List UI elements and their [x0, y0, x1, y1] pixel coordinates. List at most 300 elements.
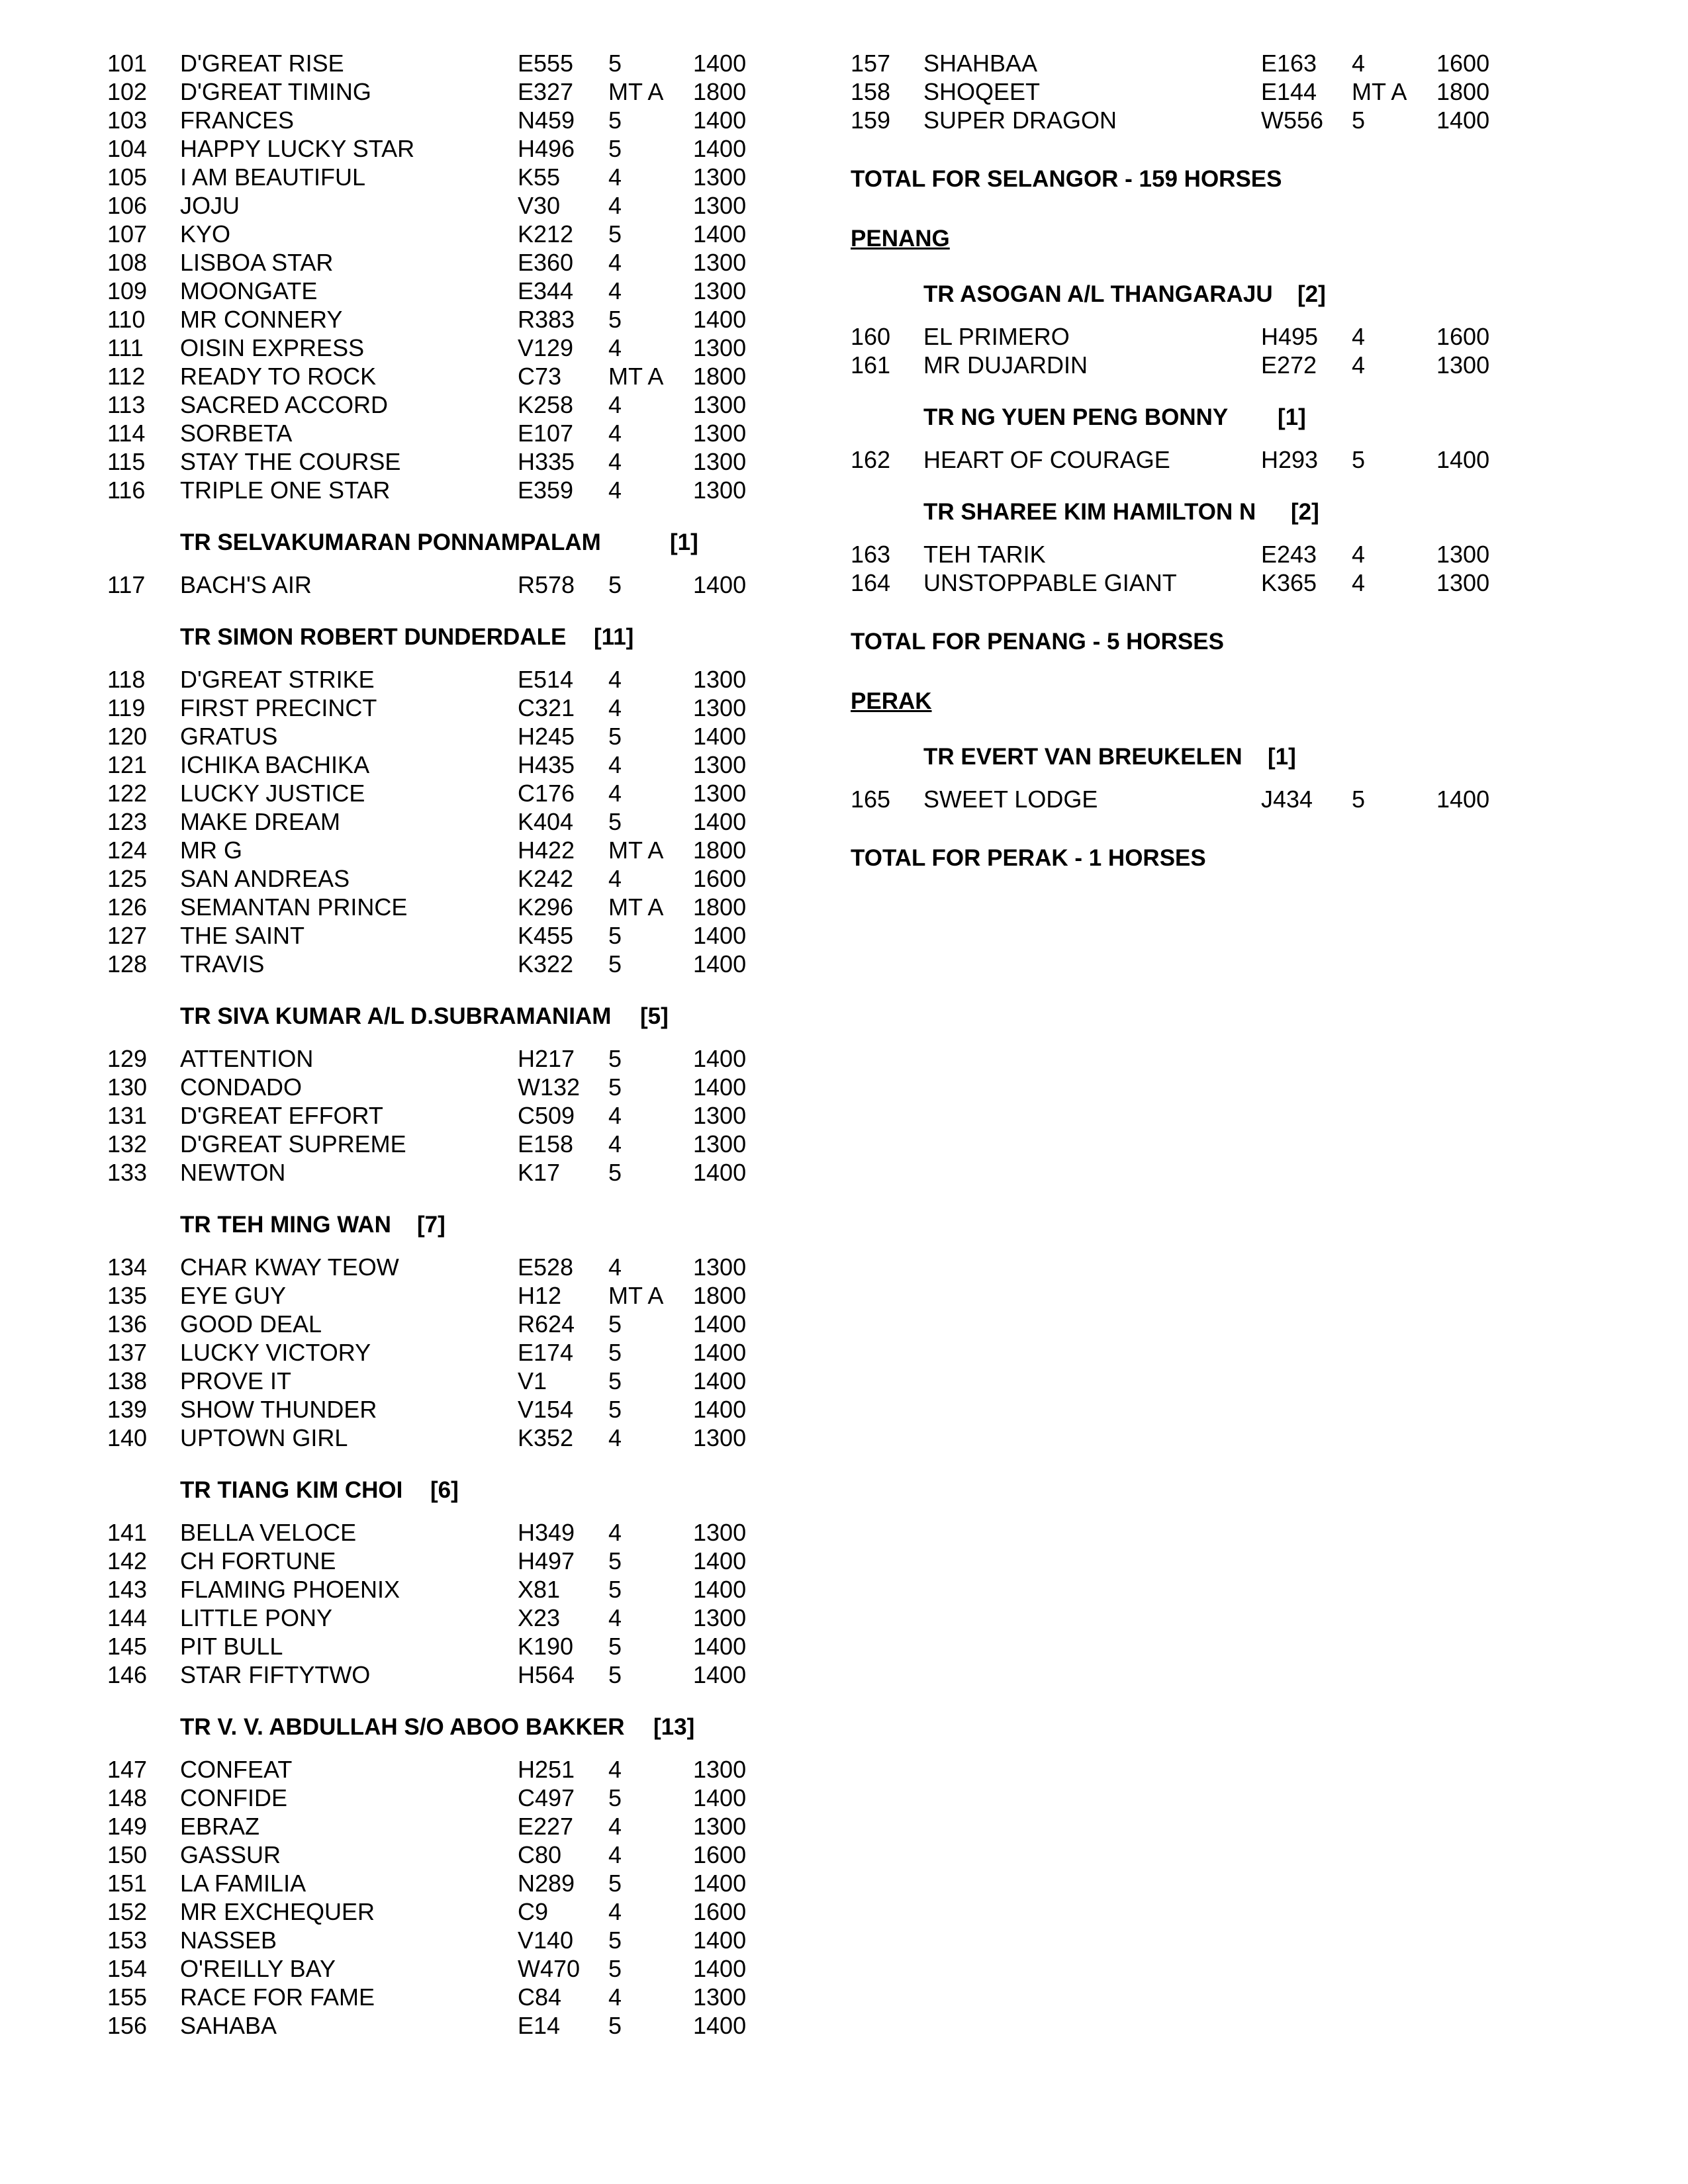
- horse-class: 4: [608, 865, 622, 892]
- horse-name: JOJU: [180, 192, 240, 219]
- horse-number: 154: [107, 1955, 148, 1982]
- horse-name: STAR FIFTYTWO: [180, 1661, 371, 1688]
- horse-distance: 1300: [693, 277, 747, 304]
- horse-code: H422: [518, 837, 575, 864]
- trainer-heading: [107, 1001, 769, 1032]
- horse-number: 163: [851, 541, 891, 568]
- horse-distance: 1400: [693, 2012, 747, 2039]
- horse-name: MAKE DREAM: [180, 808, 341, 835]
- trainer-heading: [851, 402, 1579, 433]
- horse-class: 4: [608, 666, 622, 693]
- trainer-horse-count: [6]: [430, 1477, 459, 1503]
- horse-row: [107, 77, 769, 106]
- horse-row: [107, 447, 769, 476]
- trainer-horse-count: [1]: [670, 529, 698, 555]
- horse-class: 4: [608, 694, 622, 721]
- horse-class: 5: [608, 808, 622, 835]
- horse-row: [107, 476, 769, 504]
- horse-name: TEH TARIK: [923, 541, 1046, 568]
- horse-row: [107, 1310, 769, 1338]
- horse-name: D'GREAT SUPREME: [180, 1130, 406, 1158]
- region-total: TOTAL FOR PERAK - 1 HORSES: [851, 845, 1206, 871]
- horse-name: LA FAMILIA: [180, 1870, 306, 1897]
- horse-code: X81: [518, 1576, 561, 1603]
- trainer-name: TR TEH MING WAN: [180, 1212, 391, 1238]
- horse-name: PIT BULL: [180, 1633, 283, 1660]
- horse-number: 138: [107, 1367, 148, 1394]
- horse-code: H495: [1261, 323, 1319, 350]
- horse-number: 115: [107, 448, 146, 475]
- horse-number: 150: [107, 1841, 148, 1868]
- trainer-heading: [107, 527, 769, 559]
- horse-row: [851, 77, 1579, 106]
- horse-number: 113: [107, 391, 146, 418]
- horse-name: MOONGATE: [180, 277, 318, 304]
- horse-row: [107, 1424, 769, 1452]
- horse-code: H349: [518, 1519, 575, 1546]
- horse-row: [107, 1841, 769, 1869]
- horse-number: 114: [107, 420, 146, 447]
- horse-name: EL PRIMERO: [923, 323, 1070, 350]
- horse-distance: 1300: [693, 391, 747, 418]
- horse-class: 5: [608, 107, 622, 134]
- horse-code: H217: [518, 1045, 575, 1072]
- horse-row: [851, 106, 1579, 134]
- horse-number: 164: [851, 569, 891, 596]
- trainer-name: TR V. V. ABDULLAH S/O ABOO BAKKER: [180, 1714, 625, 1740]
- horse-row: [107, 864, 769, 893]
- horse-code: W556: [1261, 107, 1324, 134]
- horse-class: 5: [608, 1955, 622, 1982]
- horse-code: H335: [518, 448, 575, 475]
- horse-distance: 1400: [693, 1927, 747, 1954]
- horse-code: K17: [518, 1159, 561, 1186]
- horse-name: SAN ANDREAS: [180, 865, 350, 892]
- trainer-horse-count: [2]: [1297, 281, 1326, 307]
- horse-code: H251: [518, 1756, 575, 1783]
- horse-code: E227: [518, 1813, 574, 1840]
- horse-class: 4: [608, 1519, 622, 1546]
- horse-code: R578: [518, 571, 575, 598]
- trainer-name: TR SIVA KUMAR A/L D.SUBRAMANIAM: [180, 1003, 612, 1029]
- region-heading: PENANG: [851, 226, 950, 251]
- horse-class: MT A: [608, 837, 664, 864]
- horse-number: 101: [107, 50, 148, 77]
- horse-row: [107, 1661, 769, 1689]
- horse-number: 124: [107, 837, 148, 864]
- horse-distance: 1300: [693, 1519, 747, 1546]
- horse-name: PROVE IT: [180, 1367, 292, 1394]
- horse-row: [107, 1812, 769, 1841]
- horse-name: CONDADO: [180, 1073, 303, 1101]
- horse-class: 5: [1352, 446, 1366, 473]
- horse-distance: 1300: [693, 1604, 747, 1631]
- horse-distance: 1400: [693, 306, 747, 333]
- horse-name: SACRED ACCORD: [180, 391, 389, 418]
- horse-class: MT A: [608, 893, 664, 921]
- trainer-heading: [851, 496, 1579, 528]
- horse-code: E14: [518, 2012, 561, 2039]
- horse-number: 123: [107, 808, 148, 835]
- horse-row: [107, 419, 769, 447]
- horse-name: OISIN EXPRESS: [180, 334, 365, 361]
- horse-code: V154: [518, 1396, 574, 1423]
- horse-number: 159: [851, 107, 891, 134]
- horse-class: 4: [608, 334, 622, 361]
- horse-row: [107, 1367, 769, 1395]
- horse-number: 148: [107, 1784, 148, 1811]
- horse-number: 120: [107, 723, 148, 750]
- horse-code: R383: [518, 306, 575, 333]
- horse-distance: 1800: [693, 837, 747, 864]
- horse-code: V140: [518, 1927, 574, 1954]
- horse-number: 129: [107, 1045, 148, 1072]
- horse-name: GOOD DEAL: [180, 1310, 322, 1338]
- horse-row: [107, 893, 769, 921]
- horse-name: EBRAZ: [180, 1813, 260, 1840]
- horse-name: SHOQEET: [923, 78, 1041, 105]
- horse-name: GRATUS: [180, 723, 278, 750]
- horse-class: 4: [608, 1898, 622, 1925]
- horse-distance: 1400: [693, 1367, 747, 1394]
- horse-name: STAY THE COURSE: [180, 448, 401, 475]
- horse-row: [107, 1130, 769, 1158]
- horse-class: 4: [608, 420, 622, 447]
- horse-distance: 1300: [693, 477, 747, 504]
- horse-distance: 1300: [693, 1813, 747, 1840]
- horse-class: 4: [1352, 50, 1366, 77]
- horse-number: 146: [107, 1661, 148, 1688]
- horse-distance: 1400: [1436, 107, 1490, 134]
- horse-number: 103: [107, 107, 148, 134]
- horse-number: 155: [107, 1983, 148, 2011]
- horse-number: 127: [107, 922, 148, 949]
- horse-code: C321: [518, 694, 575, 721]
- horse-distance: 1600: [693, 1841, 747, 1868]
- horse-distance: 1300: [693, 1983, 747, 2011]
- horse-name: UNSTOPPABLE GIANT: [923, 569, 1177, 596]
- horse-number: 143: [107, 1576, 148, 1603]
- horse-row: [851, 322, 1579, 351]
- horse-code: C80: [518, 1841, 562, 1868]
- trainer-name: TR ASOGAN A/L THANGARAJU: [923, 281, 1273, 307]
- horse-number: 142: [107, 1547, 148, 1574]
- horse-code: K212: [518, 220, 574, 248]
- horse-row: [851, 445, 1579, 474]
- horse-code: J434: [1261, 786, 1313, 813]
- horse-code: K455: [518, 922, 574, 949]
- horse-name: LUCKY JUSTICE: [180, 780, 365, 807]
- horse-distance: 1600: [693, 1898, 747, 1925]
- horse-code: E174: [518, 1339, 574, 1366]
- horse-class: 5: [608, 135, 622, 162]
- horse-number: 153: [107, 1927, 148, 1954]
- horse-row: [107, 220, 769, 248]
- horse-number: 140: [107, 1424, 148, 1451]
- horse-code: K258: [518, 391, 574, 418]
- horse-distance: 1400: [693, 1073, 747, 1101]
- horse-row: [107, 570, 769, 599]
- horse-distance: 1300: [693, 448, 747, 475]
- horse-name: FIRST PRECINCT: [180, 694, 377, 721]
- horse-distance: 1300: [693, 1102, 747, 1129]
- horse-class: MT A: [608, 363, 664, 390]
- horse-distance: 1400: [693, 1339, 747, 1366]
- horse-code: E344: [518, 277, 574, 304]
- horse-number: 136: [107, 1310, 148, 1338]
- horse-number: 126: [107, 893, 148, 921]
- horse-class: 4: [608, 1604, 622, 1631]
- horse-row: [107, 248, 769, 277]
- horse-number: 131: [107, 1102, 148, 1129]
- trainer-name: TR EVERT VAN BREUKELEN: [923, 744, 1243, 770]
- trainer-heading: [107, 1711, 769, 1743]
- horse-row: [107, 1869, 769, 1897]
- horse-row: [107, 1101, 769, 1130]
- horse-number: 149: [107, 1813, 148, 1840]
- horse-distance: 1400: [693, 1870, 747, 1897]
- horse-row: [107, 1395, 769, 1424]
- horse-class: 4: [608, 751, 622, 778]
- horse-distance: 1400: [693, 50, 747, 77]
- horse-row: [107, 1632, 769, 1661]
- horse-name: MR G: [180, 837, 242, 864]
- trainer-name: TR SIMON ROBERT DUNDERDALE: [180, 624, 567, 650]
- horse-code: C84: [518, 1983, 562, 2011]
- trainer-name: TR SHAREE KIM HAMILTON N: [923, 499, 1256, 525]
- horse-code: E107: [518, 420, 574, 447]
- horse-class: 5: [608, 50, 622, 77]
- horse-class: 4: [608, 1253, 622, 1281]
- horse-code: N459: [518, 107, 575, 134]
- horse-code: K296: [518, 893, 574, 921]
- horse-number: 116: [107, 477, 146, 504]
- horse-class: 4: [608, 448, 622, 475]
- horse-number: 108: [107, 249, 148, 276]
- horse-row: [107, 950, 769, 978]
- horse-number: 139: [107, 1396, 148, 1423]
- horse-class: 5: [608, 306, 622, 333]
- horse-class: MT A: [1352, 78, 1407, 105]
- horse-number: 135: [107, 1282, 148, 1309]
- region-heading: PERAK: [851, 688, 932, 714]
- horse-number: 137: [107, 1339, 148, 1366]
- horse-number: 157: [851, 50, 891, 77]
- horse-name: TRAVIS: [180, 950, 265, 978]
- horse-class: 4: [608, 163, 622, 191]
- left-column: [107, 49, 769, 2040]
- horse-code: K190: [518, 1633, 574, 1660]
- horse-row: [107, 694, 769, 722]
- horse-name: HEART OF COURAGE: [923, 446, 1170, 473]
- horse-name: BACH'S AIR: [180, 571, 312, 598]
- horse-class: 5: [608, 922, 622, 949]
- horse-name: SHOW THUNDER: [180, 1396, 377, 1423]
- horse-class: 5: [608, 1576, 622, 1603]
- trainer-name: TR NG YUEN PENG BONNY: [923, 404, 1229, 430]
- horse-class: 4: [608, 780, 622, 807]
- horse-number: 156: [107, 2012, 148, 2039]
- horse-class: 4: [608, 477, 622, 504]
- trainer-heading: [107, 1475, 769, 1506]
- trainer-name: TR SELVAKUMARAN PONNAMPALAM: [180, 529, 601, 555]
- horse-code: R624: [518, 1310, 575, 1338]
- horse-number: 161: [851, 351, 891, 379]
- horse-name: FLAMING PHOENIX: [180, 1576, 400, 1603]
- horse-row: [107, 1575, 769, 1604]
- horse-row: [107, 277, 769, 305]
- horse-distance: 1300: [693, 192, 747, 219]
- horse-distance: 1300: [693, 694, 747, 721]
- horse-class: 5: [608, 723, 622, 750]
- horse-row: [107, 1281, 769, 1310]
- horse-name: EYE GUY: [180, 1282, 287, 1309]
- horse-row: [107, 1926, 769, 1954]
- horse-code: K55: [518, 163, 561, 191]
- horse-code: H496: [518, 135, 575, 162]
- trainer-horse-count: [1]: [1268, 744, 1296, 770]
- horse-distance: 1300: [693, 420, 747, 447]
- horse-class: 5: [608, 1633, 622, 1660]
- horse-class: 5: [608, 571, 622, 598]
- horse-code: H12: [518, 1282, 562, 1309]
- horse-number: 106: [107, 192, 148, 219]
- horse-row: [107, 191, 769, 220]
- horse-class: 5: [608, 1547, 622, 1574]
- horse-code: X23: [518, 1604, 561, 1631]
- horse-distance: 1800: [693, 893, 747, 921]
- horse-class: 5: [608, 1339, 622, 1366]
- horse-number: 144: [107, 1604, 148, 1631]
- horse-code: E360: [518, 249, 574, 276]
- horse-row: [107, 1044, 769, 1073]
- horse-distance: 1400: [1436, 446, 1490, 473]
- horse-name: CONFIDE: [180, 1784, 287, 1811]
- horse-number: 128: [107, 950, 148, 978]
- horse-row: [107, 390, 769, 419]
- horse-code: E555: [518, 50, 574, 77]
- horse-name: HAPPY LUCKY STAR: [180, 135, 415, 162]
- horse-class: 4: [608, 391, 622, 418]
- trainer-horse-count: [13]: [653, 1714, 695, 1740]
- horse-code: K404: [518, 808, 574, 835]
- horse-row: [107, 2011, 769, 2040]
- horse-name: MR CONNERY: [180, 306, 343, 333]
- horse-number: 134: [107, 1253, 148, 1281]
- horse-class: 5: [1352, 107, 1366, 134]
- horse-class: 5: [1352, 786, 1366, 813]
- horse-number: 162: [851, 446, 891, 473]
- horse-number: 109: [107, 277, 148, 304]
- horse-code: E514: [518, 666, 574, 693]
- horse-name: SWEET LODGE: [923, 786, 1098, 813]
- horse-number: 133: [107, 1159, 148, 1186]
- horse-code: N289: [518, 1870, 575, 1897]
- horse-distance: 1400: [1436, 786, 1490, 813]
- horse-class: 5: [608, 1367, 622, 1394]
- horse-class: 4: [608, 1841, 622, 1868]
- horse-row: [107, 1073, 769, 1101]
- region-total: TOTAL FOR PENANG - 5 HORSES: [851, 629, 1224, 655]
- horse-distance: 1400: [693, 1633, 747, 1660]
- horse-class: 5: [608, 1784, 622, 1811]
- horse-name: D'GREAT STRIKE: [180, 666, 375, 693]
- horse-code: E163: [1261, 50, 1317, 77]
- horse-number: 110: [107, 306, 146, 333]
- horse-row: [107, 334, 769, 362]
- horse-code: E359: [518, 477, 574, 504]
- horse-row: [107, 49, 769, 77]
- horse-row: [107, 362, 769, 390]
- horse-class: 5: [608, 1661, 622, 1688]
- horse-class: 5: [608, 1870, 622, 1897]
- horse-distance: 1400: [693, 1396, 747, 1423]
- horse-class: 5: [608, 220, 622, 248]
- horse-number: 145: [107, 1633, 148, 1660]
- horse-row: [107, 1518, 769, 1547]
- horse-name: ICHIKA BACHIKA: [180, 751, 370, 778]
- trainer-heading: [851, 741, 1579, 773]
- horse-number: 107: [107, 220, 148, 248]
- horse-number: 125: [107, 865, 148, 892]
- trainer-heading: [107, 1209, 769, 1241]
- horse-distance: 1400: [693, 723, 747, 750]
- horse-name: UPTOWN GIRL: [180, 1424, 348, 1451]
- horse-number: 118: [107, 666, 146, 693]
- horse-distance: 1300: [693, 666, 747, 693]
- horse-class: 4: [1352, 569, 1366, 596]
- horse-name: GASSUR: [180, 1841, 281, 1868]
- horse-distance: 1400: [693, 1547, 747, 1574]
- horse-name: KYO: [180, 220, 231, 248]
- horse-number: 151: [107, 1870, 148, 1897]
- horse-code: E158: [518, 1130, 574, 1158]
- horse-code: H564: [518, 1661, 575, 1688]
- horse-distance: 1400: [693, 1045, 747, 1072]
- horse-row: [107, 779, 769, 807]
- horse-number: 111: [107, 334, 144, 361]
- horse-row: [107, 1954, 769, 1983]
- horse-row: [107, 836, 769, 864]
- trainer-horse-count: [5]: [640, 1003, 669, 1029]
- horse-class: 4: [1352, 541, 1366, 568]
- horse-name: SUPER DRAGON: [923, 107, 1117, 134]
- horse-code: C509: [518, 1102, 575, 1129]
- horse-number: 104: [107, 135, 148, 162]
- horse-distance: 1300: [1436, 569, 1490, 596]
- horse-number: 105: [107, 163, 148, 191]
- trainer-horse-count: [1]: [1278, 404, 1306, 430]
- region-total: TOTAL FOR SELANGOR - 159 HORSES: [851, 166, 1282, 192]
- trainer-name: TR TIANG KIM CHOI: [180, 1477, 403, 1503]
- horse-name: THE SAINT: [180, 922, 305, 949]
- horse-code: K242: [518, 865, 574, 892]
- horse-row: [851, 785, 1579, 813]
- horse-code: W470: [518, 1955, 581, 1982]
- horse-number: 132: [107, 1130, 148, 1158]
- horse-class: 4: [608, 1424, 622, 1451]
- horse-class: 4: [608, 192, 622, 219]
- horse-distance: 1400: [693, 922, 747, 949]
- horse-row: [107, 1897, 769, 1926]
- horse-code: V1: [518, 1367, 547, 1394]
- horse-distance: 1400: [693, 1955, 747, 1982]
- horse-code: K365: [1261, 569, 1317, 596]
- horse-class: 5: [608, 1927, 622, 1954]
- horse-name: ATTENTION: [180, 1045, 314, 1072]
- horse-row: [107, 134, 769, 163]
- horse-distance: 1400: [693, 1159, 747, 1186]
